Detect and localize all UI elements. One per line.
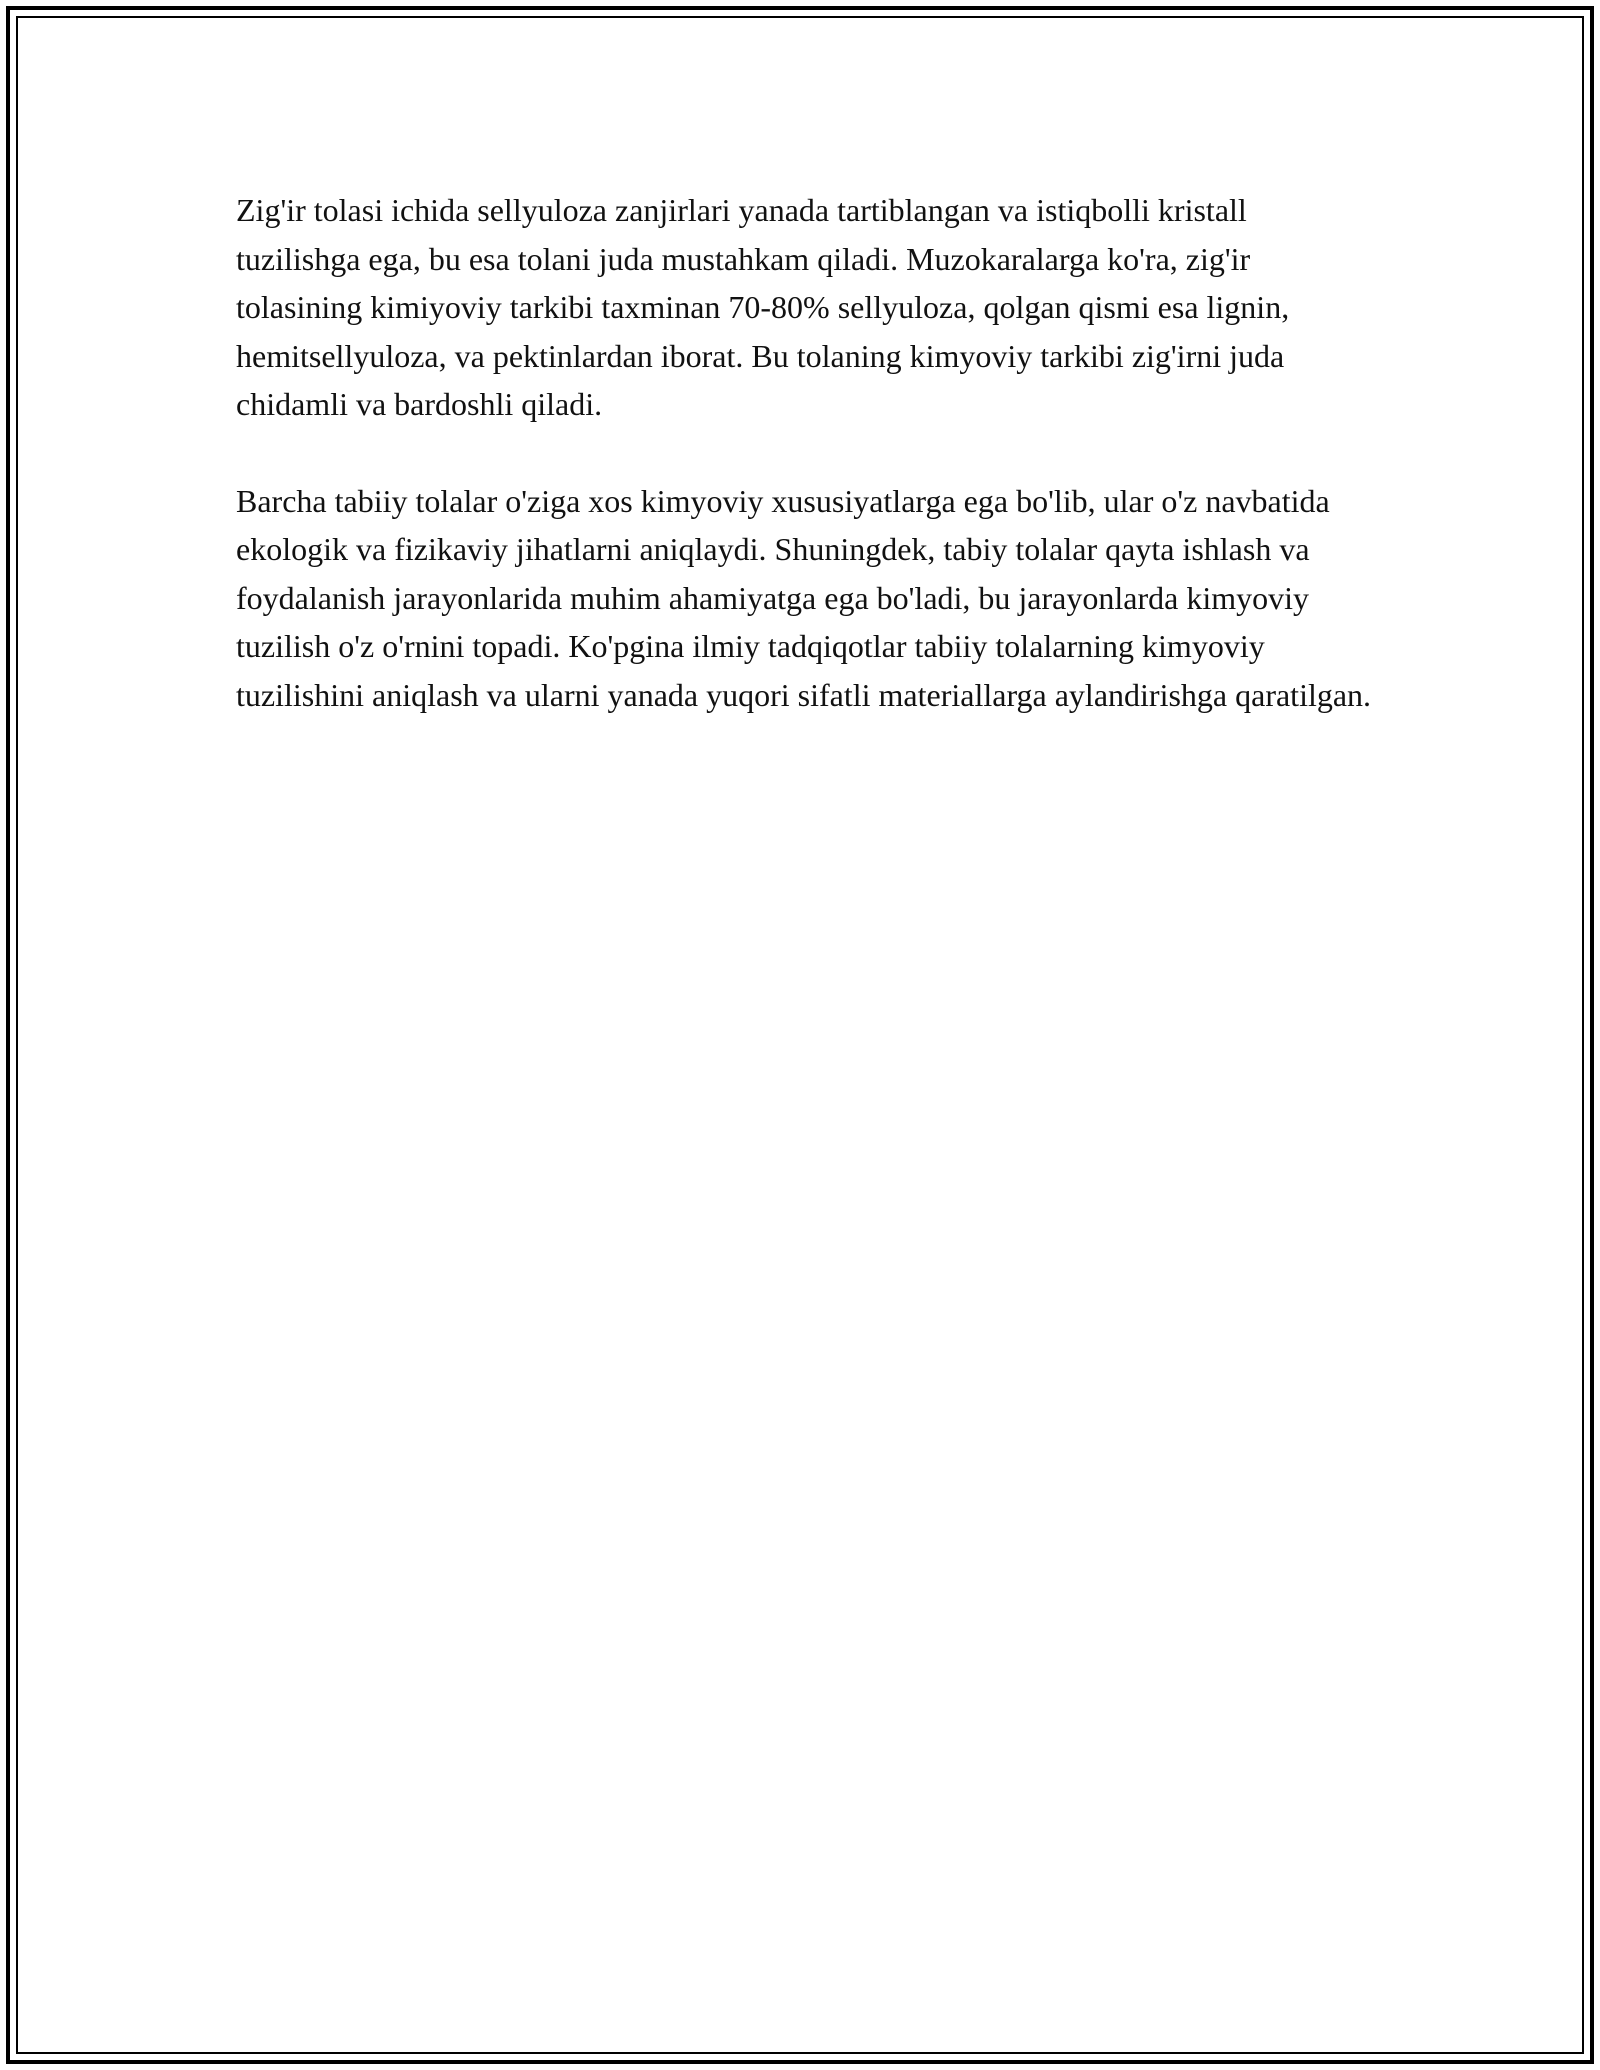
- paragraph-1: Zig'ir tolasi ichida sellyuloza zanjirlari yanada tartiblangan va istiqbolli kristall tuzilishga ega, bu esa tolani juda mustahkam qiladi. Muzokaralarga ko'ra, zig'ir tolasining kimiyoviy tarkibi taxminan 70-80% sellyuloza, qolgan qismi esa lignin, hemitsellyuloza, va pektinlardan iborat. Bu tolaning kimyoviy tarkibi zig'irni juda chidamli va bardoshli qiladi.: [236, 192, 1290, 422]
- paragraph-2: Barcha tabiiy tolalar o'ziga xos kimyoviy xususiyatlarga ega bo'lib, ular o'z navbatida ekologik va fizikaviy jihatlarni aniqlaydi. Shuningdek, tabiy tolalar qayta ishlash va foydalanish jarayonlarida muhim ahamiyatga ega bo'ladi, bu jarayonlarda kimyoviy tuzilish o'z o'rnini topadi. Ko'pgina ilmiy tadqiqotlar tabiiy tolalarning kimyoviy tuzilishini aniqlash va ularni yanada yuqori sifatli materiallarga aylandirishga qaratilgan.: [236, 482, 1372, 713]
- document-body: [236, 186, 1376, 767]
